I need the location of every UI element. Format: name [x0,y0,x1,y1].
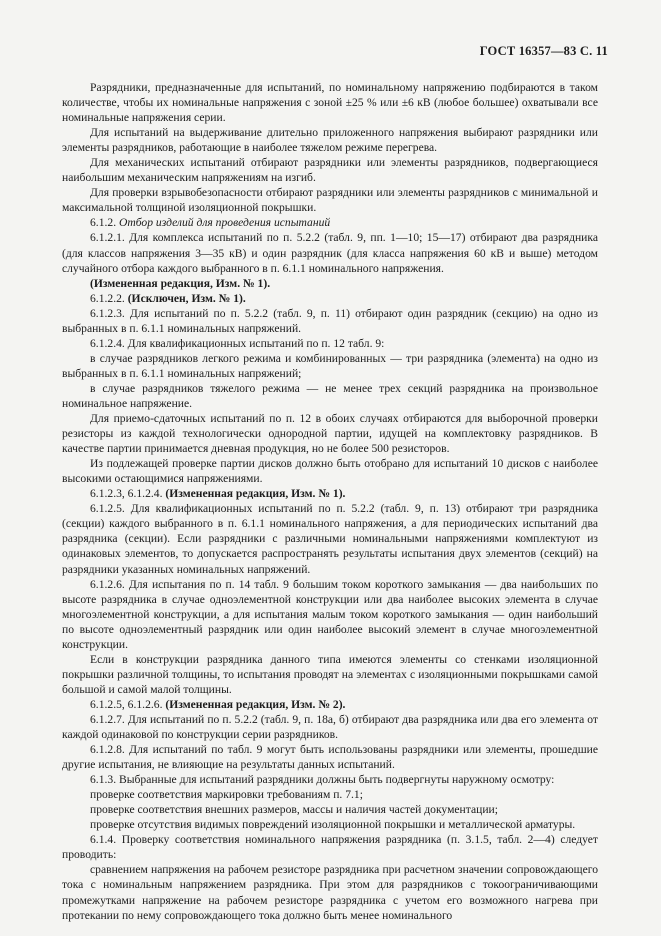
paragraph: 6.1.3. Выбранные для испытаний разрядники должны быть подвергнуты наружному осмотру: [90,773,555,787]
document-body [62,80,598,923]
paragraph: Из подлежащей проверке партии дисков должно быть отобрано для испытаний 10 дисков с наиболее высокими остающимися напряжениями. [62,457,598,486]
paragraph: проверке соответствия маркировки требованиям п. 7.1; [90,788,363,802]
paragraph: Для испытаний на выдерживание длительно приложенного напряжения выбирают разрядники или элементы разрядников, работающие в наиболее тяжелом режиме перегрева. [62,126,598,155]
paragraph: в случае разрядников легкого режима и комбинированных — три разрядника (элемента) на одно из выбранных в п. 6.1.1 номинальных напряжений; [62,351,598,380]
paragraph: Для механических испытаний отбирают разрядники или элементы разрядников, подвергающиеся наибольшим механическим напряжениям на изгиб. [62,156,598,185]
paragraph: Для проверки взрывобезопасности отбирают разрядники или элементы разрядников с минимальной и максимальной толщиной изоляционной покрышки. [62,186,598,215]
paragraph: 6.1.2.3. Для испытаний по п. 5.2.2 (табл. 9, п. 11) отбирают один разрядник (секцию) на одно из выбранных в п. 6.1.1 номинальных напряжений. [62,306,598,335]
paragraph: 6.1.2.3, 6.1.2.4. (Измененная редакция, Изм. № 1). [90,487,346,501]
paragraph: 6.1.2.5, 6.1.2.6. (Измененная редакция, Изм. № 2). [90,697,346,711]
paragraph: в случае разрядников тяжелого режима — не менее трех секций разрядника на произвольное номинальное напряжение. [62,381,598,410]
paragraph: Если в конструкции разрядника данного типа имеются элементы со стенками изоляционной покрышки различной толщины, то испытания проводят на элементах с изоляционными покрышками самой большой и самой малой толщины. [62,652,598,696]
paragraph: проверке соответствия внешних размеров, массы и наличия частей документации; [90,803,498,817]
paragraph: 6.1.2.5. Для квалификационных испытаний по п. 5.2.2 (табл. 9, п. 13) отбирают три разрядника (секции) каждого выбранного в п. 6.1.1 номинального напряжения, а для периодических испытаний два разрядника (секции). Если разрядники с различными номинальными напряжениями комплектуют из одинаковых элементов, то допускается распространять результаты испытания двух элементов (секций) на разрядники указанных номинальных напряжений. [62,502,598,576]
paragraph: Разрядники, предназначенные для испытаний, по номинальному напряжению подбираются в таком количестве, чтобы их номинальные напряжения с зоной ±25 % или ±6 кВ (любое большее) охватывали все номинальные напряжения серии. [62,81,598,125]
paragraph: 6.1.2.1. Для комплекса испытаний по п. 5.2.2 (табл. 9, пп. 1—10; 15—17) отбирают два разрядника (для классов напряжения 3—35 кВ) и один разрядник (для класса напряжения 60 кВ и выше) методом случайного отбора каждого выбранного в п. 6.1.1 номинального напряжения. [62,231,598,275]
amendment-note: (Измененная редакция, Изм. № 1). [90,276,271,290]
paragraph: проверке отсутствия видимых повреждений изоляционной покрышки и металлической арматуры. [90,818,576,832]
paragraph: 6.1.4. Проверку соответствия номинального напряжения разрядника (п. 3.1.5, табл. 2—4) следует проводить: [62,833,598,862]
paragraph: 6.1.2.4. Для квалификационных испытаний по п. 12 табл. 9: [90,336,385,350]
paragraph: Для приемо-сдаточных испытаний по п. 12 в обоих случаях отбираются для выборочной проверки резисторы из каждой технологически однородной партии, идущей на комплектовку разрядников. В качестве партии принимается дневная продукция, но не более 500 резисторов. [62,412,598,456]
paragraph: 6.1.2.8. Для испытаний по табл. 9 могут быть использованы разрядники или элементы, прошедшие другие испытания, не влияющие на результаты данных испытаний. [62,743,598,772]
paragraph: 6.1.2.6. Для испытания по п. 14 табл. 9 большим током короткого замыкания — два наибольших по высоте разрядника в случае одноэлементной конструкции или два наиболее высоких элемента в случае многоэлементной конструкции, а для испытания малым током короткого замыкания — один наибольший по высоте одноэлементный разрядник или один наиболее высокий элемент в случае многоэлементной конструкции. [62,577,598,651]
paragraph: 6.1.2.7. Для испытаний по п. 5.2.2 (табл. 9, п. 18а, б) отбирают два разрядника или два его элемента от каждой одинаковой по конструкции серии разрядников. [62,712,598,742]
paragraph: сравнением напряжения на рабочем резисторе разрядника при расчетном значении сопровождающего тока с номинальным напряжением разрядника. При этом для разрядников с токоограничивающими промежутками напряжение на рабочем резисторе разрядника с учетом его возможного нагрева при протекании по нему сопровождающего тока должно быть менее номинального [62,863,598,922]
section-heading: 6.1.2. Отбор изделий для проведения испытаний [90,216,331,230]
paragraph: 6.1.2.2. (Исключен, Изм. № 1). [90,291,246,305]
page-header: ГОСТ 16357—83 С. 11 [479,44,608,58]
